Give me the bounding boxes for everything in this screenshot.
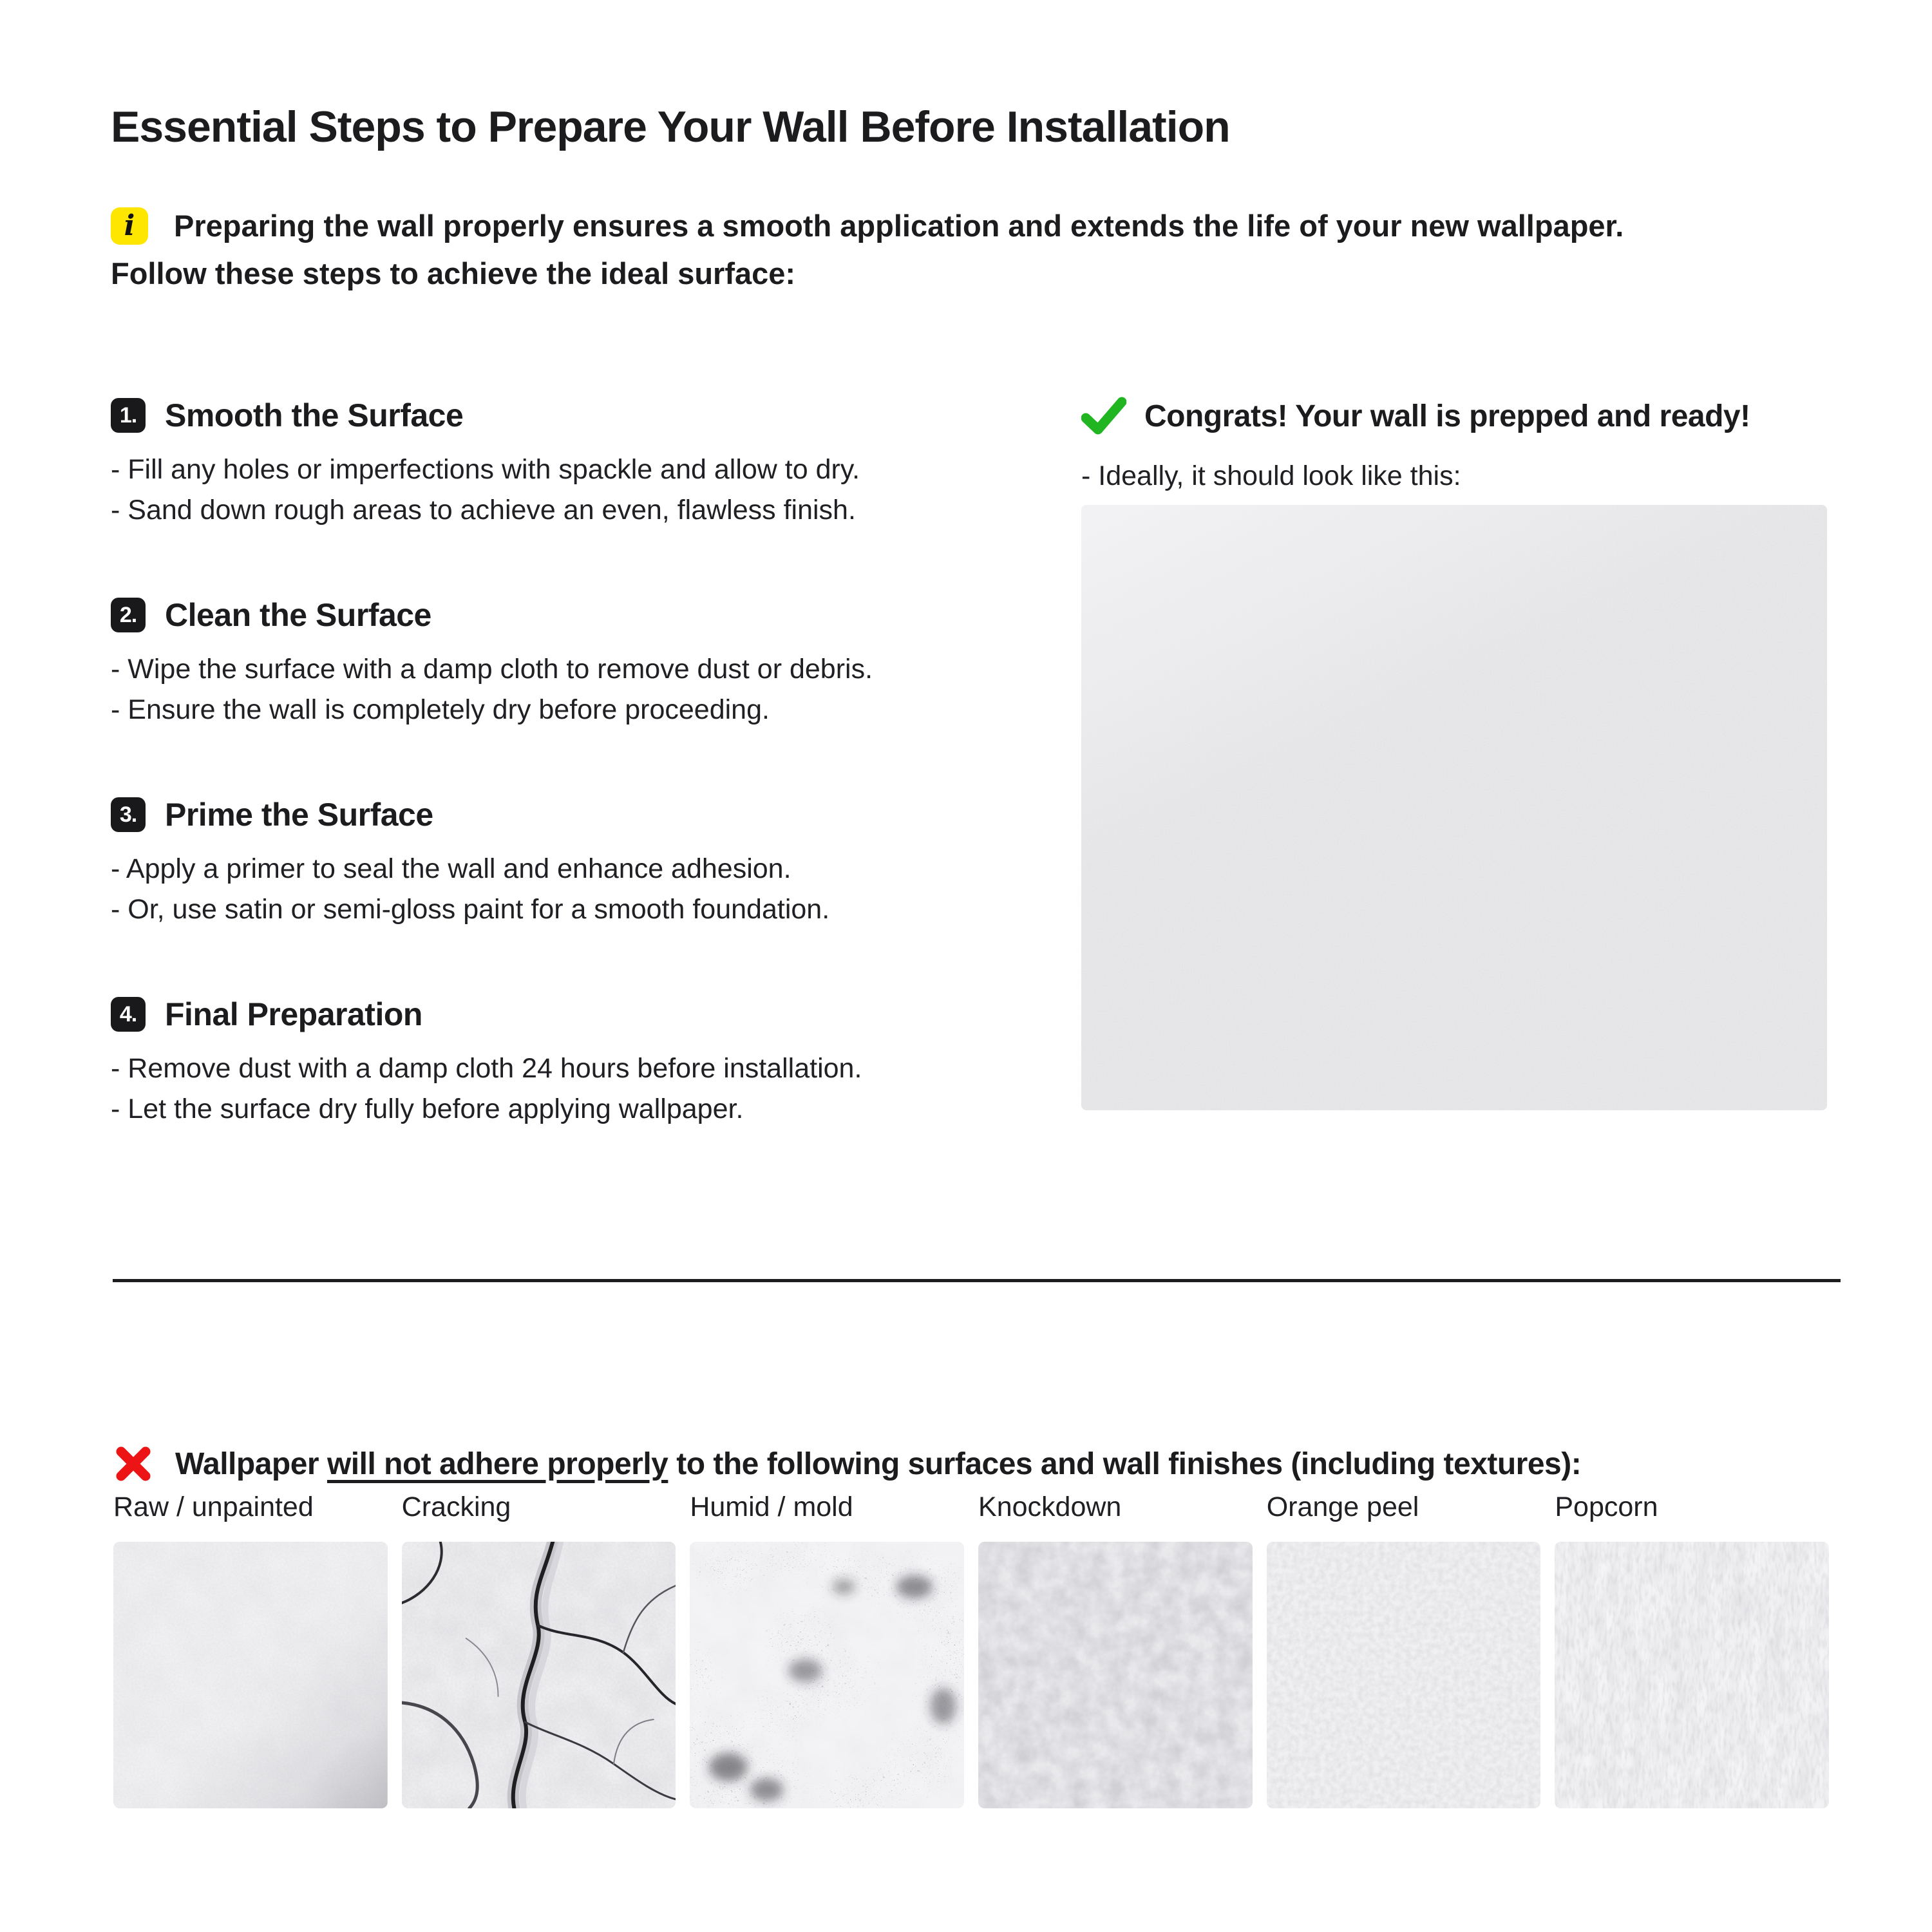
step-bullets [111,649,1064,730]
step-number-badge: 4. [111,997,146,1032]
step-title: Prime the Surface [165,797,433,833]
surface-cracking [402,1489,676,1808]
surface-label: Popcorn [1555,1492,1658,1522]
surface-popcorn [1555,1489,1829,1808]
bullet: - Let the surface dry fully before applying wallpaper. [111,1094,744,1124]
texture-cracking [402,1542,676,1808]
bullet: - Sand down rough areas to achieve an even, flawless finish. [111,495,856,526]
surface-humid-mold [690,1489,964,1808]
cross-icon [113,1444,153,1484]
result-heading [1081,397,1750,435]
surface-raw-unpainted [113,1489,388,1808]
intro-text-line1: Preparing the wall properly ensures a smooth application and extends the life of your new wallpaper. [174,209,1624,243]
warning-heading [113,1444,1581,1484]
step-heading [111,397,1064,434]
step-bullets [111,450,1064,531]
step-heading [111,996,1064,1033]
step-clean-the-surface [111,596,1064,730]
step-title: Final Preparation [165,996,422,1032]
result-title: Congrats! Your wall is prepped and ready! [1144,399,1750,433]
bullet: - Fill any holes or imperfections with spackle and allow to dry. [111,454,860,485]
surface-label: Humid / mold [690,1492,853,1522]
texture-humid-mold [690,1542,964,1808]
intro-text-line2: Follow these steps to achieve the ideal surface: [111,256,796,290]
intro-line-1 [111,202,1888,250]
step-bullets [111,849,1064,930]
step-number-badge: 1. [111,398,146,433]
surface-knockdown [978,1489,1253,1808]
step-title: Clean the Surface [165,597,431,633]
warning-suffix: to the following surfaces and wall finishes (including textures): [668,1446,1582,1481]
surface-label: Knockdown [978,1492,1122,1522]
check-icon [1081,397,1126,435]
warning-underlined: will not adhere properly [327,1446,668,1481]
warning-text [175,1446,1581,1482]
step-title: Smooth the Surface [165,397,464,433]
result-subtitle: - Ideally, it should look like this: [1081,460,1461,491]
surface-label: Orange peel [1266,1492,1419,1522]
texture-raw-unpainted [113,1542,388,1808]
page-title: Essential Steps to Prepare Your Wall Before Installation [111,102,1230,151]
texture-orange-peel [1267,1542,1541,1808]
step-number-badge: 2. [111,598,146,632]
surface-label: Cracking [401,1492,511,1522]
step-bullets [111,1048,1064,1130]
texture-popcorn [1555,1542,1829,1808]
intro-paragraph [111,202,1888,298]
info-icon [111,207,148,245]
bullet: - Or, use satin or semi-gloss paint for a smooth foundation. [111,894,830,925]
step-prime-the-surface [111,796,1064,930]
bullet: - Apply a primer to seal the wall and enhance adhesion. [111,853,791,884]
step-heading [111,596,1064,634]
step-heading [111,796,1064,833]
section-divider [113,1279,1841,1282]
bullet: - Wipe the surface with a damp cloth to remove dust or debris. [111,654,873,685]
step-number-badge: 3. [111,797,146,832]
step-final-preparation [111,996,1064,1130]
step-smooth-the-surface [111,397,1064,531]
prepped-wall-image [1081,505,1827,1110]
surface-orange-peel [1267,1489,1541,1808]
bad-surfaces-row [113,1489,1829,1808]
info-icon-glyph: i [124,209,135,242]
bullet: - Remove dust with a damp cloth 24 hours before installation. [111,1053,862,1084]
warning-prefix: Wallpaper [175,1446,327,1481]
texture-knockdown [978,1542,1253,1808]
surface-label: Raw / unpainted [113,1492,314,1522]
bullet: - Ensure the wall is completely dry before proceeding. [111,694,770,725]
